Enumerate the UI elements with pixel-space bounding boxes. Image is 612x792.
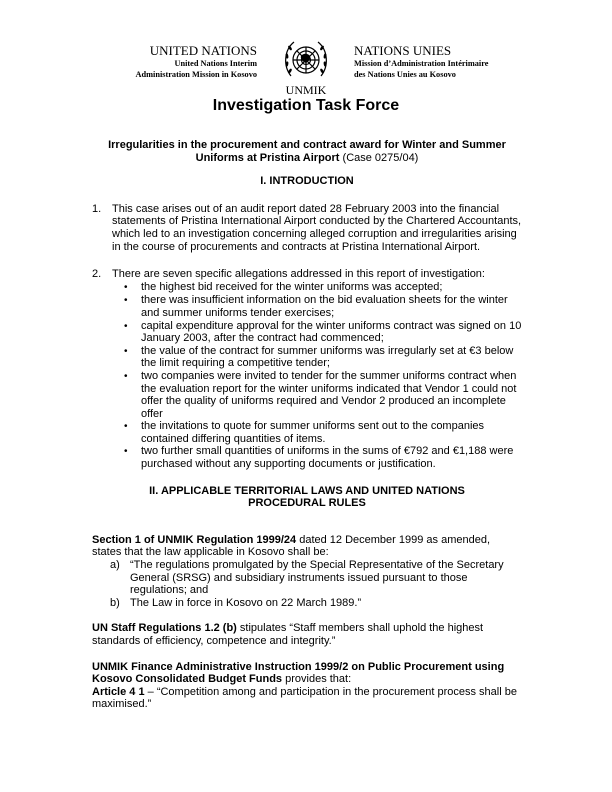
article-text: – “Competition among and participation in the procurement process shall be maximised.”: [92, 685, 517, 711]
finance-instruction-paragraph: [92, 661, 522, 686]
bullet-icon: [124, 420, 141, 445]
org-sub-en-1: United Nations Interim: [174, 59, 257, 68]
list-item: • two further small quantities of uniforms in the sums of €792 and €1,188 were purchased without any supporting documents or justification.: [124, 445, 522, 470]
section-2-heading: [92, 485, 522, 510]
allegation-list: [112, 281, 522, 471]
mission-label: UNMIK: [285, 83, 327, 97]
list-item: • capital expenditure approval for the winter uniforms contract was signed on 10 January 2003, after the contract had commenced;: [124, 320, 522, 345]
case-title: [92, 139, 522, 164]
article-paragraph: [92, 686, 522, 711]
org-sub-fr-1: Mission d’Administration Intérimaire: [354, 59, 489, 68]
org-sub-en-2: Administration Mission in Kosovo: [135, 70, 257, 79]
article-ref: Article 4 1: [92, 685, 145, 698]
paragraph-2: [92, 268, 522, 471]
bullet-icon: [124, 370, 141, 420]
case-title-bold: Irregularities in the procurement and contract award for Winter and Summer Uniforms at Pristina Airport: [108, 139, 506, 164]
paragraph-number: 2.: [92, 268, 102, 281]
org-name-en: UNITED NATIONS: [149, 43, 257, 58]
regulation-paragraph: [92, 534, 522, 559]
regulation-ref: Section 1 of UNMIK Regulation 1999/24: [92, 533, 297, 546]
paragraph-1: [92, 203, 522, 253]
staff-regulations-paragraph: [92, 622, 522, 647]
finance-instruction-text: provides that:: [282, 673, 352, 686]
case-number: (Case 0275/04): [339, 151, 419, 164]
paragraph-text: [112, 268, 522, 471]
list-item: • the invitations to quote for summer uniforms sent out to the companies contained differing quantities of items.: [124, 420, 522, 445]
bullet-icon: [124, 445, 141, 470]
org-name-fr: NATIONS UNIES: [354, 43, 452, 58]
bullet-icon: [124, 281, 141, 295]
list-item: • the value of the contract for summer uniforms was irregularly set at €3 below the limit requiring a competitive tender;: [124, 345, 522, 370]
regulation-text: dated 12 December 1999 as amended, states that the law applicable in Kosovo shall be:: [92, 533, 491, 559]
list-item: • the highest bid received for the winter uniforms was accepted;: [124, 281, 522, 295]
list-item: • there was insufficient information on the bid evaluation sheets for the winter and summer uniforms tender exercises;: [124, 294, 522, 319]
bullet-icon: [124, 345, 141, 370]
staff-regulations-text: stipulates “Staff members shall uphold the highest standards of efficiency, competence and integrity.”: [92, 622, 484, 647]
header-left: [100, 43, 257, 80]
paragraph-text: This case arises out of an audit report dated 28 February 2003 into the financial statements of Pristina International Airport conducted by the Chartered Accountants, which led to an investigation concerning alleged corruption and irregularities arising in the course of procurements and contracts at Pristina International Airport.: [112, 202, 522, 253]
finance-instruction-ref: UNMIK Finance Administrative Instruction 1999/2 on Public Procurement using Kosovo Consolidated Budget Funds: [92, 660, 505, 686]
header-right: [354, 43, 534, 80]
section-2-heading-line-2: PROCEDURAL RULES: [248, 497, 366, 510]
page-title: Investigation Task Force: [212, 97, 400, 114]
section-2-heading-line-1: II. APPLICABLE TERRITORIAL LAWS AND UNITED NATIONS: [149, 484, 465, 497]
list-item: • two companies were invited to tender for the summer uniforms contract when the evaluation report for the winter uniforms indicated that Vendor 1 could not offer the quality of uniforms required and Vendor 2 produced an incomplete offer: [124, 370, 522, 420]
list-item: a) “The regulations promulgated by the Special Representative of the Secretary General (SRSG) and subsidiary instruments issued pursuant to those regulations; and: [110, 559, 504, 597]
bullet-icon: [124, 294, 141, 319]
bullet-icon: [124, 320, 141, 345]
section-1-heading: I. INTRODUCTION: [260, 175, 354, 188]
un-emblem-icon: [281, 38, 331, 85]
applicable-law-list: [92, 559, 522, 609]
paragraph-number: 1.: [92, 202, 102, 215]
paragraph-intro: There are seven specific allegations addressed in this report of investigation:: [112, 268, 485, 281]
org-sub-fr-2: des Nations Unies au Kosovo: [354, 70, 456, 79]
staff-regulations-ref: UN Staff Regulations 1.2 (b): [92, 622, 237, 635]
document-body: [92, 139, 522, 711]
list-item: b) The Law in force in Kosovo on 22 March 1989.”: [110, 596, 362, 609]
